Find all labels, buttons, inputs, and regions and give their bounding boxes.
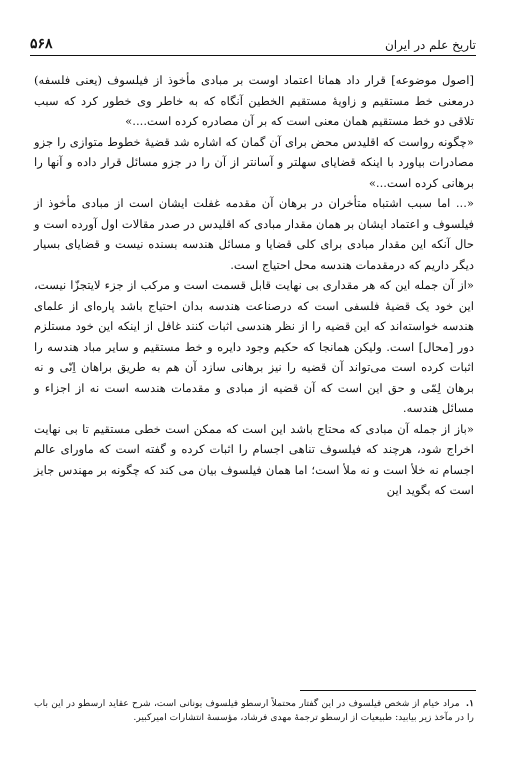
footnote — [34, 697, 474, 725]
footnote-text: مراد خیام از شخص فیلسوف در این گفتار محتملاً ارسطو فیلسوف یونانی است، شرح عقاید ارسطو در این باب را در مآخذ زیر بیابید: طبیعیات از ارسطو ترجمهٔ مهدی فرشاد، مؤسسهٔ انتشارات امیرکبیر. — [34, 698, 474, 723]
footnote-marker: ۱. — [465, 698, 475, 709]
body-text — [34, 70, 474, 501]
page-number: ۵۶۸ — [30, 36, 53, 52]
paragraph: «... اما سبب اشتباه متأخران در برهان آن مقدمه غفلت ایشان است از مبادی مأخوذ از فیلسوف و اعتماد ایشان بر همان مقدار مبادی که اقلیدس در صدر مقالات اول آورده است و حال آنکه این مقدار مبادی برای کلی قضایا و مسائل هندسه بسنده نیست و قضایای بسیار دیگر داریم که درمقدمات هندسه محل احتیاج است. — [34, 196, 474, 272]
footnote-rule — [300, 690, 476, 691]
paragraph: «باز از جمله آن مبادی که محتاج باشد این است که ممکن است خطی مستقیم تا بی نهایت اخراج شود، هرچند که فیلسوف تناهی اجسام را اثبات کرده و گفته است که ماورای عالم اجسام نه خلأ است و نه ملأ است؛ اما همان فیلسوف بیان می کند که چگونه بر مهندس جایز است که بگوید این — [34, 421, 474, 497]
paragraph: «از آن جمله این که هر مقداری بی نهایت قابل قسمت است و مرکب از جزء لایتجزّا نیست، این خود یک قضیهٔ فلسفی است که درصناعت هندسه بدان احتیاج باشد پاره‌ای از علمای هندسه خواسته‌اند که این قضیه را از نظر هندسی اثبات کنند غافل از اینکه این خود مستلزم دور [محال] است. ولیکن همانجا که حکیم وجود دایره و خط مستقیم و سایر مباد هندسه را اثبات کرده است می‌تواند آن قضیه را نیز برهانی سازد آن هم به طریق براهان اِنّی و نه برهان لِمّی و حق این است که آن قضیه از مبادی و مقدمات هندسه است نه از اجزاء و مسائل هندسه. — [34, 278, 474, 415]
paragraph: [اصول موضوعه] قرار داد همانا اعتماد اوست بر مبادی مأخوذ از فیلسوف (یعنی فلسفه) درمعنی خط مستقیم و زاویهٔ مستقیم الخطین آنگاه که به خاطر وی خطور کرد که سبب تلاقی دو خط مستقیم همان معنی است که بر آن مصادره کرده است....» — [34, 73, 474, 128]
page-header — [30, 26, 476, 52]
header-rule — [30, 55, 476, 56]
paragraph: «چگونه رواست که اقلیدس محض برای آن گمان که اشاره شد قضیهٔ خطوط متوازی را جزو مصادرات بیاورد با اینکه قضایای سهلتر و آسانتر از آن را در جزو مسائل قرار داده و آنها را برهانی کرده است...» — [34, 134, 474, 190]
running-title: تاریخ علم در ایران — [384, 38, 476, 52]
